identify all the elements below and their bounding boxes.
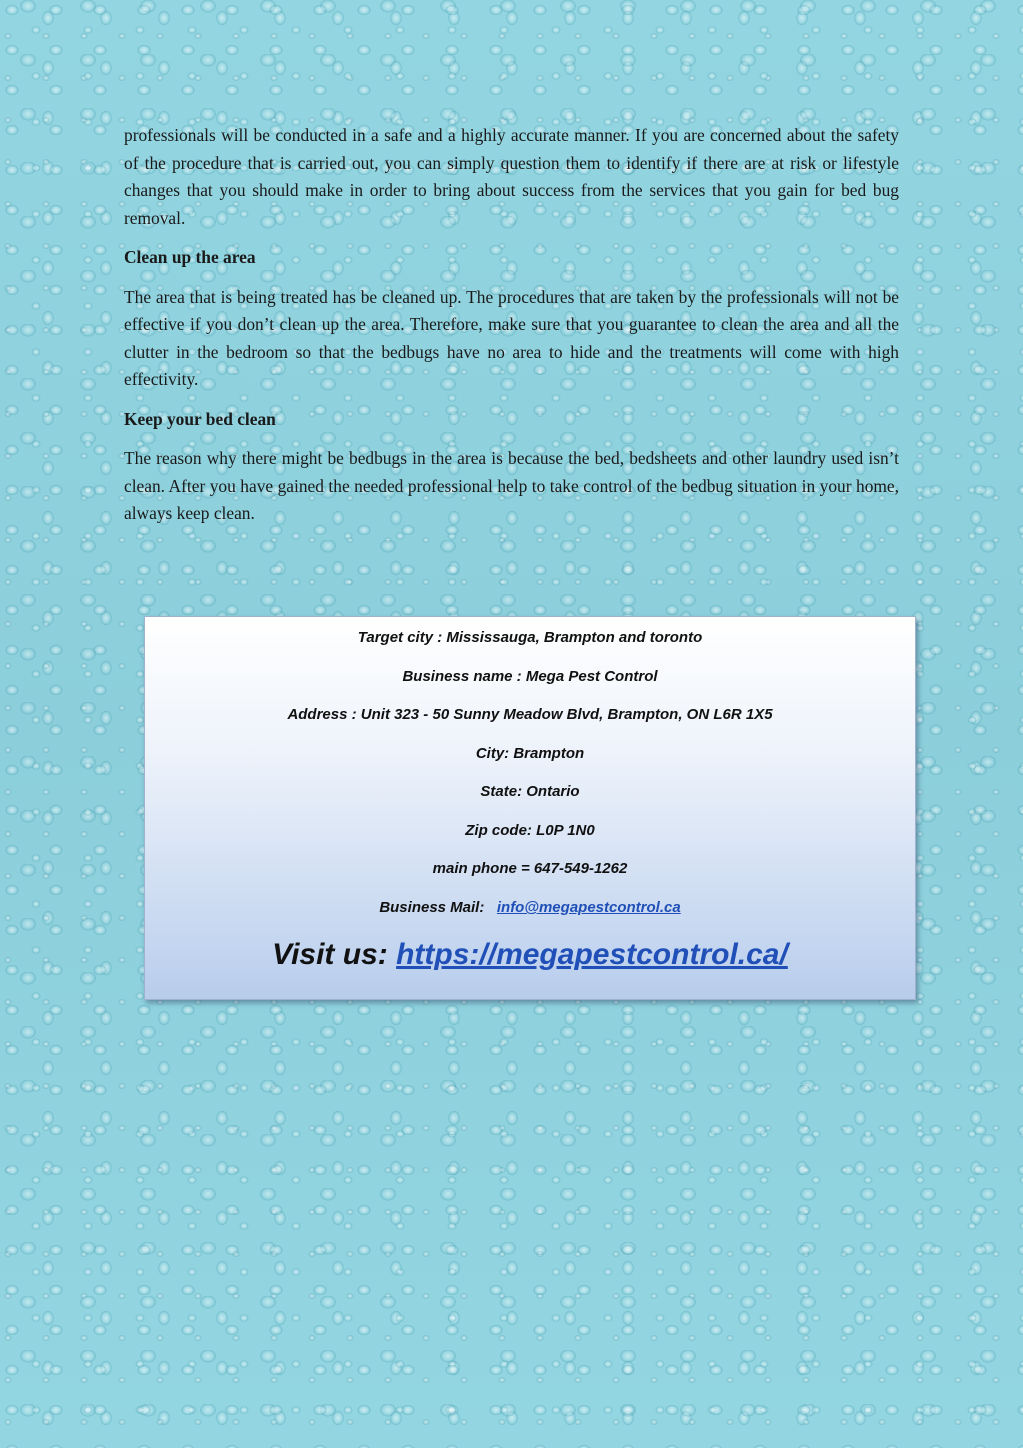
business-name-line: Business name : Mega Pest Control (402, 668, 658, 685)
business-mail-line (145, 898, 915, 918)
state-line: State: Ontario (480, 783, 580, 800)
visit-us-label: Visit us: (272, 938, 388, 971)
section-text-clean-area: The area that is being treated has be cleaned up. The procedures that are taken by the professionals will not be effective if you don’t clean up the area. Therefore, make sure that you guarantee to clean the area and all the clutter in the bedroom so that the bedbugs have no area to hide and the treatments will come with high effectivity. (124, 286, 899, 389)
business-mail-label: Business Mail: (379, 899, 485, 916)
section-heading-keep-bed-clean: Keep your bed clean (124, 408, 276, 429)
city-line: City: Brampton (475, 745, 585, 762)
intro-paragraph: professionals will be conducted in a safe and a highly accurate manner. If you are concerned about the safety of the procedure that is carried out, you can simply question them to identify if there are at risk or lifestyle changes that you should make in order to bring about success from the services that you gain for bed bug removal. (124, 125, 899, 228)
zip-code-line: Zip code: L0P 1N0 (465, 822, 595, 839)
visit-us-line (145, 935, 915, 975)
section-heading-clean-area: Clean up the area (124, 247, 256, 267)
target-city-line: Target city : Mississauga, Brampton and toronto (357, 629, 703, 646)
phone-line: main phone = 647-549-1262 (432, 860, 628, 877)
website-link[interactable]: https://megapestcontrol.ca/ (396, 938, 788, 971)
business-mail-link[interactable]: info@megapestcontrol.ca (496, 899, 681, 916)
section-text-keep-bed-clean: The reason why there might be bedbugs in the area is because the bed, bedsheets and other laundry used isn’t clean. After you have gained the needed professional help to take control of the bedbug situation in your home, always keep clean. (124, 448, 899, 523)
document-body (124, 122, 899, 540)
address-line: Address : Unit 323 - 50 Sunny Meadow Blvd, Brampton, ON L6R 1X5 (287, 706, 773, 723)
business-info-box (144, 616, 916, 1000)
